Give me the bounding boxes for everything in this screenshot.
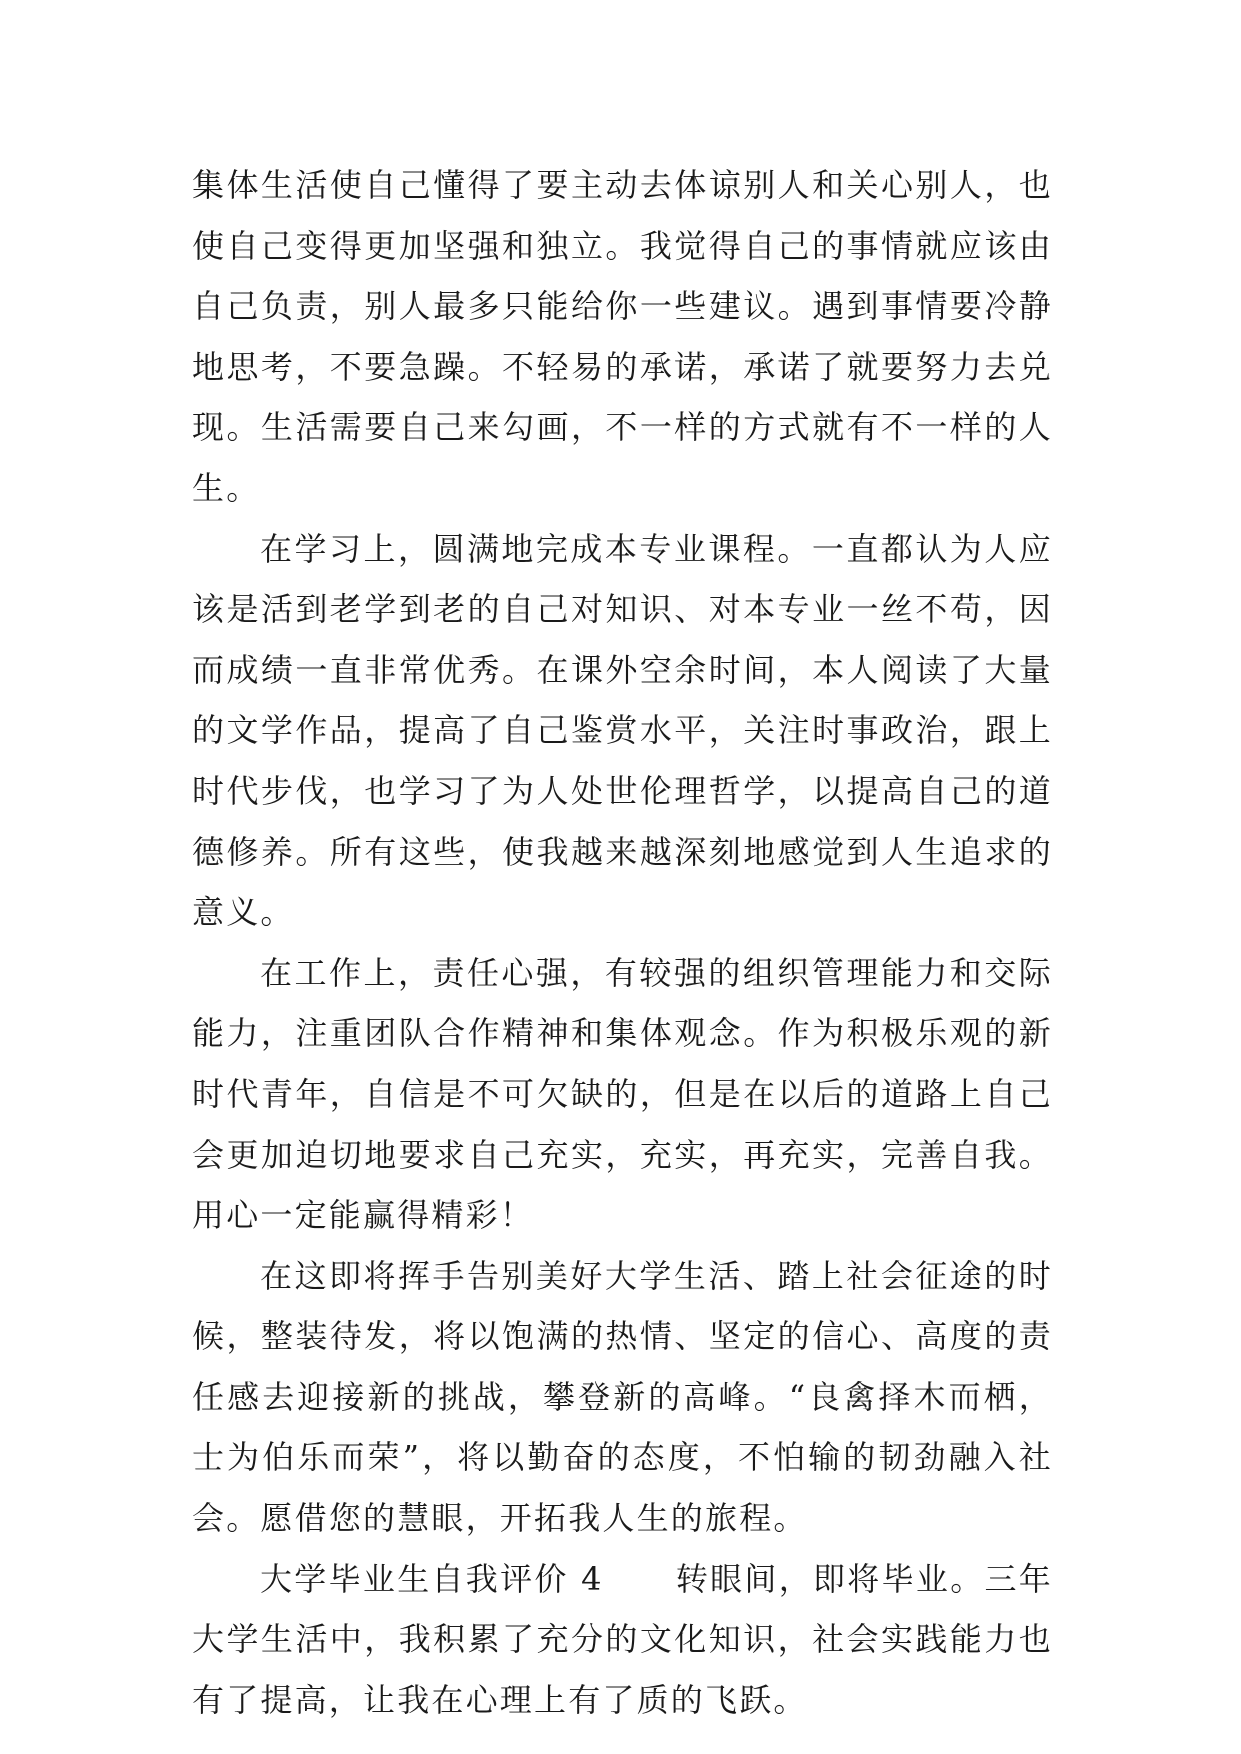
paragraph-collective-life: 集体生活使自己懂得了要主动去体谅别人和关心别人，也使自己变得更加坚强和独立。我觉得自己的事情就应该由自己负责，别人最多只能给你一些建议。遇到事情要冷静地思考，不要急躁。不轻易的承诺，承诺了就要努力去兑现。生活需要自己来勾画，不一样的方式就有不一样的人生。 [192,166,1053,507]
section-body: 转眼间，即将毕业。三年大学生活中，我积累了充分的文化知识，社会实践能力也有了提高，让我在心理上有了质的飞跃。 [192,1559,1053,1719]
paragraph-work: 在工作上，责任心强，有较强的组织管理能力和交际能力，注重团队合作精神和集体观念。作为积极乐观的新时代青年，自信是不可欠缺的，但是在以后的道路上自己会更加迫切地要求自己充实，充实，再充实，完善自我。用心一定能赢得精彩！ [192,953,1053,1235]
section-heading: 大学毕业生自我评价 4 [260,1559,604,1598]
paragraph-self-evaluation-4 [192,1549,1053,1731]
document-body [192,155,1053,1730]
paragraph-study: 在学习上，圆满地完成本专业课程。一直都认为人应该是活到老学到老的自己对知识、对本专业一丝不苟，因而成绩一直非常优秀。在课外空余时间，本人阅读了大量的文学作品，提高了自己鉴赏水平，关注时事政治，跟上时代步伐，也学习了为人处世伦理哲学，以提高自己的道德修养。所有这些，使我越来越深刻地感觉到人生追求的意义。 [192,529,1053,932]
paragraph-farewell: 在这即将挥手告别美好大学生活、踏上社会征途的时候，整装待发，将以饱满的热情、坚定的信心、高度的责任感去迎接新的挑战，攀登新的高峰。“良禽择木而栖，士为伯乐而荣”，将以勤奋的态度，不怕输的韧劲融入社会。愿借您的慧眼，开拓我人生的旅程。 [192,1256,1053,1538]
